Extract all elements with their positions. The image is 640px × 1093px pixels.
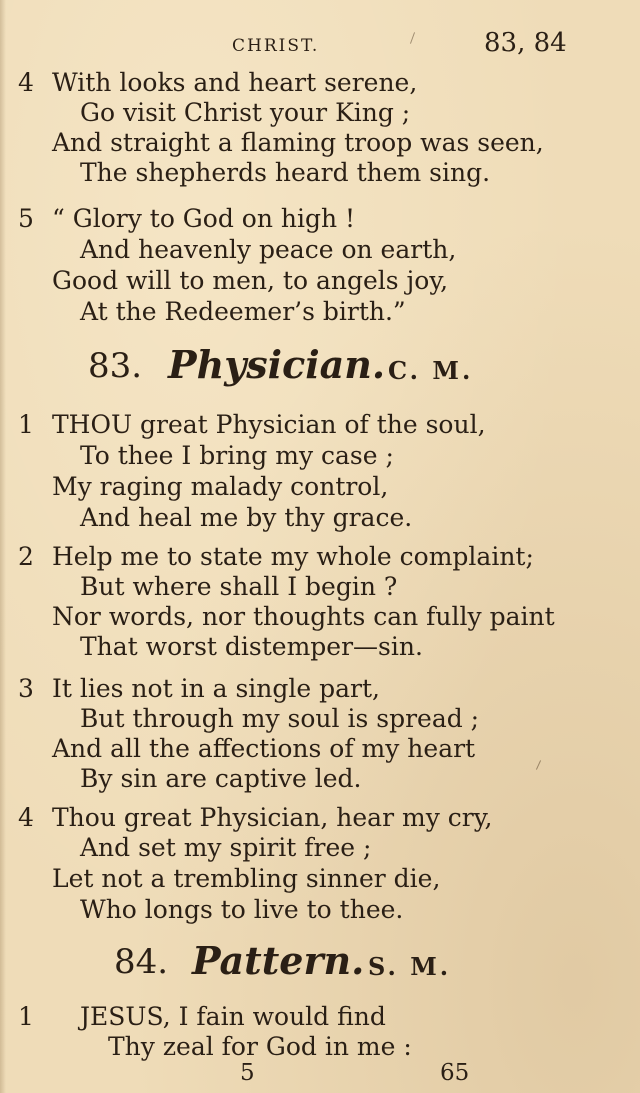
verse-line: And heal me by thy grace. [80, 503, 413, 532]
verse-number: 4 [18, 68, 34, 97]
verse-number: 4 [18, 803, 34, 832]
verse-number: 2 [18, 542, 34, 571]
verse-line: My raging malady control, [52, 472, 389, 501]
verse-line: Thou great Physician, hear my cry, [52, 803, 493, 832]
verse-line: Good will to men, to angels joy, [52, 266, 449, 295]
verse-line: Let not a trembling sinner die, [52, 864, 441, 893]
verse-number: 1 [18, 1002, 34, 1031]
verse-line: Who longs to live to thee. [80, 895, 404, 924]
verse-line: And all the affections of my heart [52, 734, 476, 763]
verse-line: By sin are captive led. [80, 764, 362, 793]
verse-line: To thee I bring my case ; [80, 441, 394, 470]
hymn-meter: C. M. [388, 356, 474, 385]
verse-line: That worst distemper—sin. [80, 632, 423, 661]
verse-line: Go visit Christ your King ; [80, 98, 411, 127]
verse-line: Thy zeal for God in me : [108, 1032, 412, 1061]
page-header [0, 30, 640, 64]
verse-line: But where shall I begin ? [80, 572, 398, 601]
verse-line: And heavenly peace on earth, [80, 235, 457, 264]
hymn-name: Physician. [168, 342, 386, 387]
hymn-83-title [0, 344, 640, 388]
ink-mark [536, 760, 541, 769]
page-footer [0, 1060, 640, 1090]
verse-line: And set my spirit free ; [80, 833, 372, 862]
verse-line: Help me to state my whole complaint; [52, 542, 534, 571]
verse-number: 3 [18, 674, 34, 703]
verse-line: The shepherds heard them sing. [80, 158, 491, 187]
verse-line: And straight a flaming troop was seen, [52, 128, 544, 157]
header-page-numbers: 83, 84 [484, 28, 567, 58]
verse-line: It lies not in a single part, [52, 674, 380, 703]
verse-number: 5 [18, 204, 34, 233]
hymn-number: 83. [88, 346, 143, 386]
verse-number: 1 [18, 410, 34, 439]
verse-line: But through my soul is spread ; [80, 704, 480, 733]
verse-line: With looks and heart serene, [52, 68, 418, 97]
folio-number: 65 [440, 1060, 470, 1086]
running-head: CHRIST. [232, 36, 320, 56]
verse-line: JESUS, I fain would find [80, 1002, 386, 1031]
hymn-name: Pattern. [192, 938, 365, 983]
hymn-meter: S. M. [368, 952, 452, 981]
page-edge-shadow [0, 0, 6, 1093]
verse-line: At the Redeemer’s birth.” [80, 297, 406, 326]
verse-line: THOU great Physician of the soul, [52, 410, 486, 439]
verse-line: Nor words, nor thoughts can fully paint [52, 602, 555, 631]
hymn-number: 84. [114, 942, 169, 982]
signature-mark: 5 [240, 1060, 255, 1086]
hymn-84-title [0, 940, 640, 984]
verse-line: “ Glory to God on high ! [52, 204, 356, 233]
